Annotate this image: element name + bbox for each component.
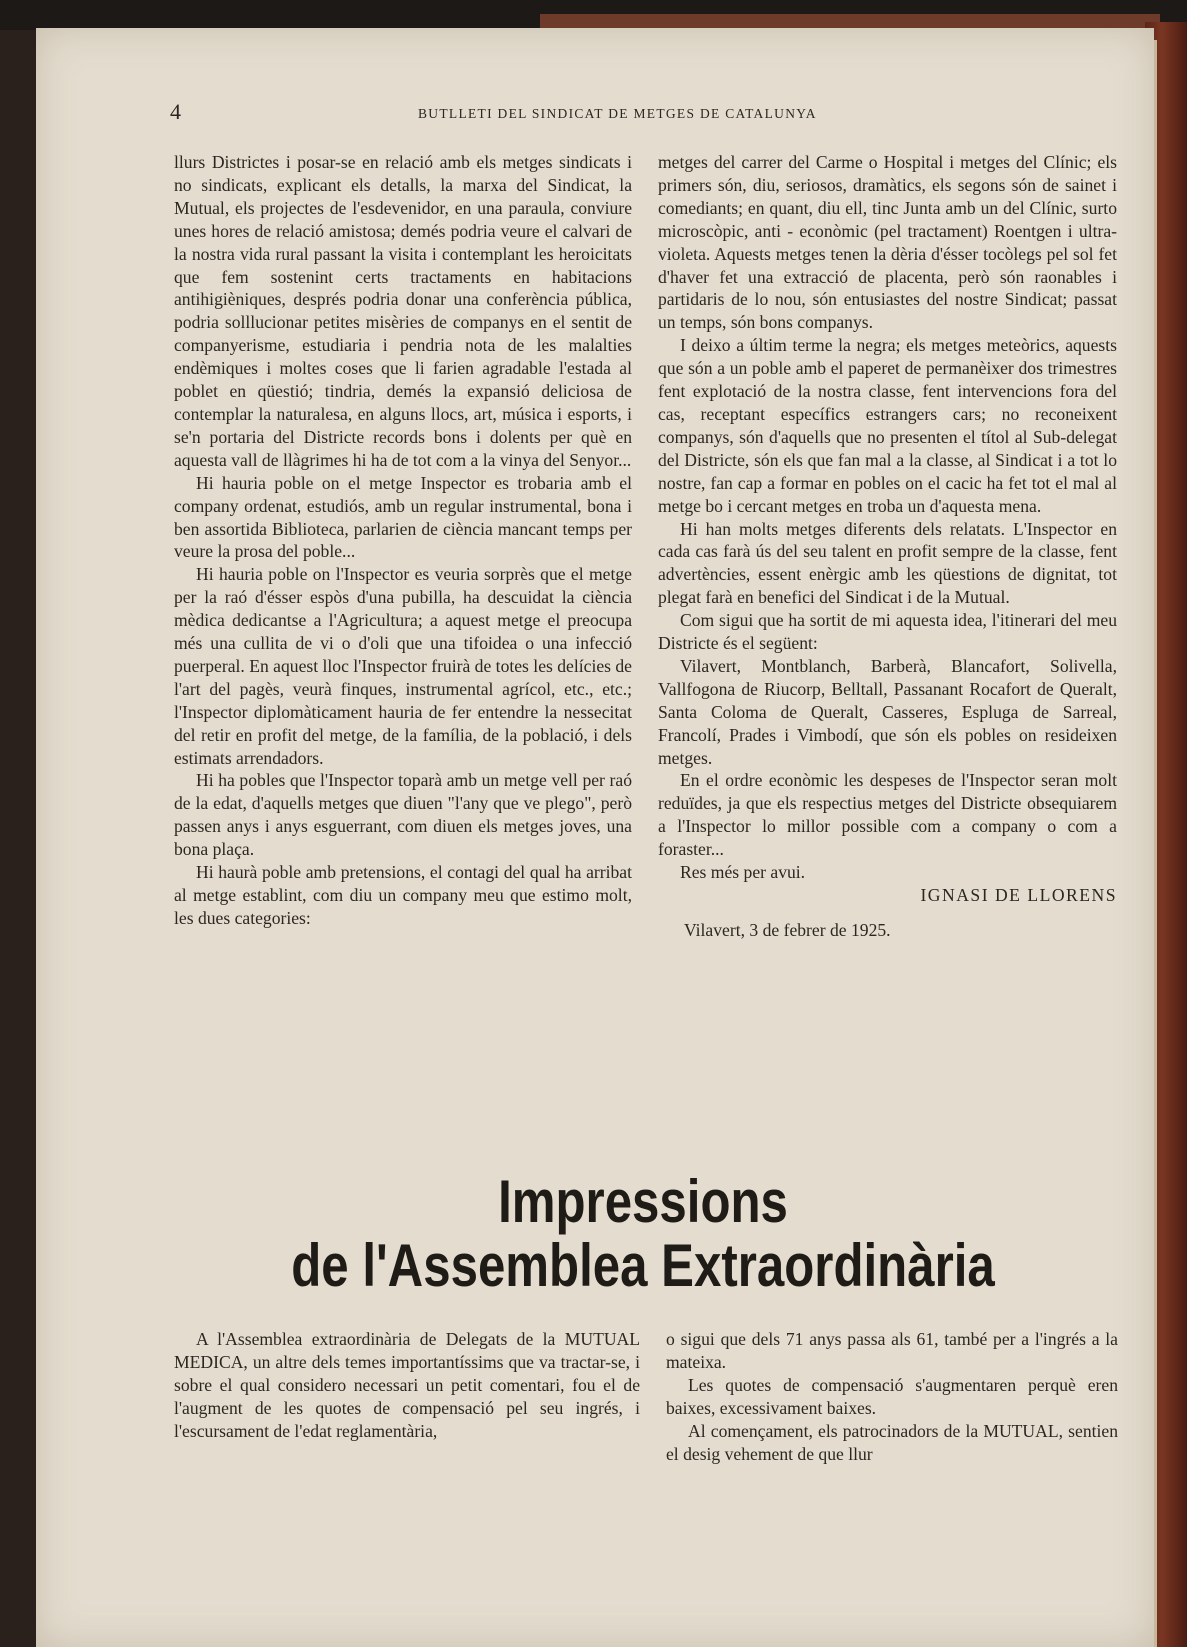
paragraph: Al començament, els patrocinadors de la MUTUAL, sentien el desig vehement de que llur: [666, 1420, 1118, 1464]
author-signature: IGNASI DE LLORENS: [920, 885, 1117, 905]
paragraph: Hi hauria poble on el metge Inspector es trobaria amb el company ordenat, estudiós, amb un regular instrumental, bona i ben assortida Biblioteca, parlarien de ciència mancant temps per veure la prosa del poble...: [174, 472, 632, 562]
paragraph: Res més per avui.: [680, 862, 806, 883]
paragraph: I deixo a últim terme la negra; els metges meteòrics, aquests que són a un poble amb el paperet de permanèixer dos trimestres fent explotació de la nostra classe, fent intervencions fora del cas, receptant específics estrangers cars; no reconeixent companys, són d'aquells que no presenten el títol al Sub-delegat del Districte, són els que fan mal a la classe, al Sindicat i a tot lo nostre, fan cap a formar en pobles on el cacic ha fet tot el mal al metge bo i cercant metges en troba un d'aquesta mena.: [658, 335, 1117, 516]
page-header: [170, 99, 1116, 126]
article1-column1: [174, 151, 632, 930]
article2-column2: [666, 1328, 1118, 1465]
paragraph: Vilavert, Montblanch, Barberà, Blancafort, Solivella, Vallfogona de Riucorp, Belltall, Passanant Rocafort de Queralt, Santa Coloma de Queralt, Casseres, Espluga de Sarreal, Francolí, Prades i Vimbodí, que són els pobles on resideixen metges.: [658, 655, 1117, 768]
article2-title: [255, 1170, 1031, 1298]
paragraph: llurs Districtes i posar-se en relació amb els metges sindicats i no sindicats, explicant els detalls, la marxa del Sindicat, la Mutual, els projectes de l'esdevenidor, en una paraula, conviure unes hores de relació amistosa; demés podria veure el calvari de la nostra vida rural passant la visita i contemplant les heroicitats que fem sostenint certs tractaments en habitacions antihigièniques, després podria donar una conferència pública, podria solllucionar petites misèries de companys en el sentit de companyerisme, estudiaria i pendria nota de les malalties endèmiques i moltes coses que li farien agradable l'estada al poblet en qüestió; tindria, demés la expansió deliciosa de contemplar la naturalesa, en alguns llocs, art, música i esports, i se'n portaria del Districte records bons i dolents per què en aquesta vall de llàgrimes hi ha de tot com a la vinya del Senyor...: [174, 152, 632, 470]
paragraph: Les quotes de compensació s'augmentaren perquè eren baixes, excessivament baixes.: [666, 1374, 1118, 1418]
paragraph: Hi ha pobles que l'Inspector toparà amb un metge vell per raó de la edat, d'aquells metges que diuen "l'any que ve plego", però passen anys i anys esguerrant, com diuen els metges joves, una bona plaça.: [174, 770, 632, 860]
paragraph: Hi han molts metges diferents dels relatats. L'Inspector en cada cas farà ús del seu talent en profit sempre de la classe, fent advertències, essent enèrgic amb les qüestions de dignitat, tot plegat farà en benefici del Sindicat i de la Mutual.: [658, 518, 1117, 608]
book-cover-strip: [540, 14, 1160, 28]
paragraph: A l'Assemblea extraordinària de Delegats de la MUTUAL MEDICA, un altre dels temes importantíssims que va tractar-se, i sobre el qual considero necessari un petit comentari, fou el de l'augment de les quotes de compensació pel seu ingrés, i l'escursament de l'edat reglamentària,: [174, 1329, 640, 1441]
article2-column1: [174, 1328, 640, 1443]
paragraph: Hi haurà poble amb pretensions, el contagi del qual ha arribat al metge establint, com diu un company meu que estimo molt, les dues categories:: [174, 862, 632, 928]
running-head: BUTLLETI DEL SINDICAT DE METGES DE CATALUNYA: [418, 106, 817, 121]
paragraph: Hi hauria poble on l'Inspector es veuria sorprès que el metge per la raó d'ésser espòs d'una pubilla, ha descuidat la ciència mèdica dedicantse a l'Agricultura; a aquest metge el preocupa més una cullita de vi o d'oli que una tifoidea o una infecció puerperal. En aquest lloc l'Inspector fruirà de totes les delícies de l'art del pagès, veurà finques, instrumental agrícol, etc., etc.; l'Inspector diplomàticament hauria de fer entendre la nessecitat del retir en profit del metge, de la família, de la població, i dels estimats arrendadors.: [174, 564, 632, 768]
paragraph: metges del carrer del Carme o Hospital i metges del Clínic; els primers són, diu, seriosos, dramàtics, els segons són de sainet i comediants; en quant, diu ell, tinc Junta amb un del Clínic, surto microscòpic, anti - econòmic (pel tractament) Roentgen i ultra-violeta. Aquests metges tenen la dèria d'ésser tocòlegs pel sol fet d'haver fet una extracció de placenta, però són raonables i partidaris de lo nou, són entusiastes del nostre Sindicat; passat un temps, són bons companys.: [658, 152, 1117, 333]
paragraph: o sigui que dels 71 anys passa als 61, també per a l'ingrés a la mateixa.: [666, 1329, 1118, 1372]
paragraph: En el ordre econòmic les despeses de l'Inspector seran molt reduïdes, ja que els respectius metges del Districte obsequiarem a l'Inspector lo millor possible com a company o com a foraster...: [658, 770, 1117, 860]
article1-column2: [658, 151, 1117, 942]
paragraph: Com sigui que ha sortit de mi aquesta idea, l'itinerari del meu Districte és el següent:: [658, 610, 1117, 654]
place-date: Vilavert, 3 de febrer de 1925.: [684, 919, 891, 940]
title-line1: Impressions: [498, 1168, 788, 1235]
title-line2: de l'Assemblea Extraordinària: [291, 1232, 995, 1299]
page-number: 4: [170, 99, 181, 124]
